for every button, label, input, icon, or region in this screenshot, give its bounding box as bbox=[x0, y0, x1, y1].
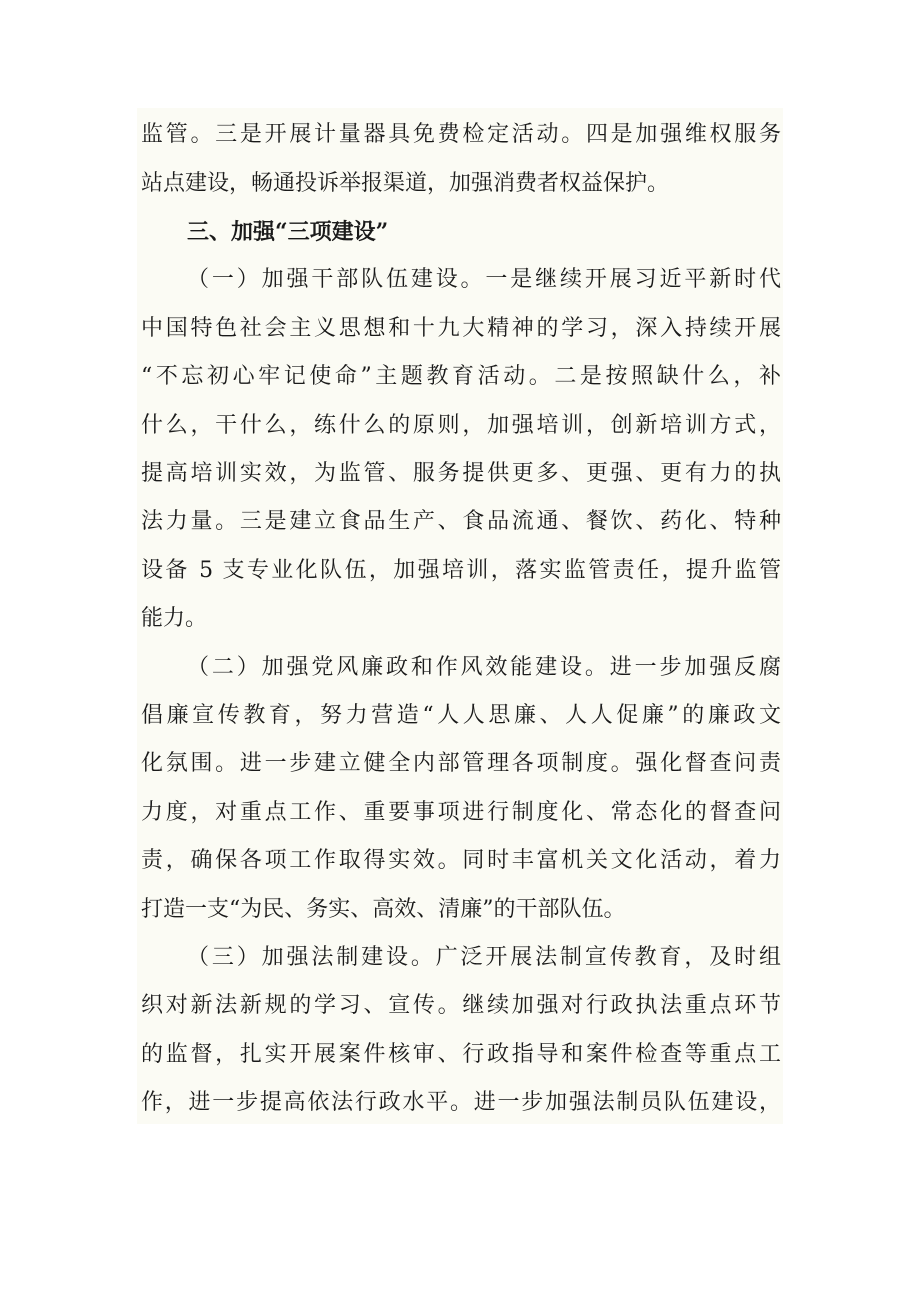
text-line: “不忘初心牢记使命”主题教育活动。二是按照缺什么，补 bbox=[141, 364, 781, 389]
text-line: 化氛围。进一步建立健全内部管理各项制度。强化督查问责 bbox=[141, 751, 781, 776]
text-line: （二）加强党风廉政和作风效能建设。进一步加强反腐 bbox=[187, 655, 781, 680]
text-line: 能力。 bbox=[141, 606, 208, 631]
text-line: （三）加强法制建设。广泛开展法制宣传教育，及时组 bbox=[187, 945, 781, 970]
text-line: （一）加强干部队伍建设。一是继续开展习近平新时代 bbox=[187, 267, 781, 292]
text-line: 法力量。三是建立食品生产、食品流通、餐饮、药化、特种 bbox=[141, 509, 781, 534]
text-line: 作，进一步提高依法行政水平。进一步加强法制员队伍建设， bbox=[141, 1090, 781, 1115]
text-line: 监管。三是开展计量器具免费检定活动。四是加强维权服务 bbox=[141, 122, 781, 147]
text-line: 倡廉宣传教育，努力营造“人人思廉、人人促廉”的廉政文 bbox=[141, 703, 781, 728]
text-line: 织对新法新规的学习、宣传。继续加强对行政执法重点环节 bbox=[141, 993, 781, 1018]
text-line: 的监督，扎实开展案件核审、行政指导和案件检查等重点工 bbox=[141, 1042, 781, 1067]
text-line: 站点建设，畅通投诉举报渠道，加强消费者权益保护。 bbox=[141, 171, 670, 196]
text-line: 责，确保各项工作取得实效。同时丰富机关文化活动，着力 bbox=[141, 848, 781, 873]
document-body bbox=[137, 108, 783, 1124]
text-line: 打造一支“为民、务实、高效、清廉”的干部队伍。 bbox=[141, 897, 626, 922]
text-line: 设备 5 支专业化队伍，加强培训，落实监管责任，提升监管 bbox=[141, 558, 781, 583]
section-heading: 三、加强“三项建设” bbox=[187, 219, 389, 245]
text-line: 力度，对重点工作、重要事项进行制度化、常态化的督查问 bbox=[141, 800, 781, 825]
text-line: 提高培训实效，为监管、服务提供更多、更强、更有力的执 bbox=[141, 461, 781, 486]
text-line: 什么，干什么，练什么的原则，加强培训，创新培训方式， bbox=[141, 413, 781, 438]
text-line: 中国特色社会主义思想和十九大精神的学习，深入持续开展 bbox=[141, 316, 781, 341]
